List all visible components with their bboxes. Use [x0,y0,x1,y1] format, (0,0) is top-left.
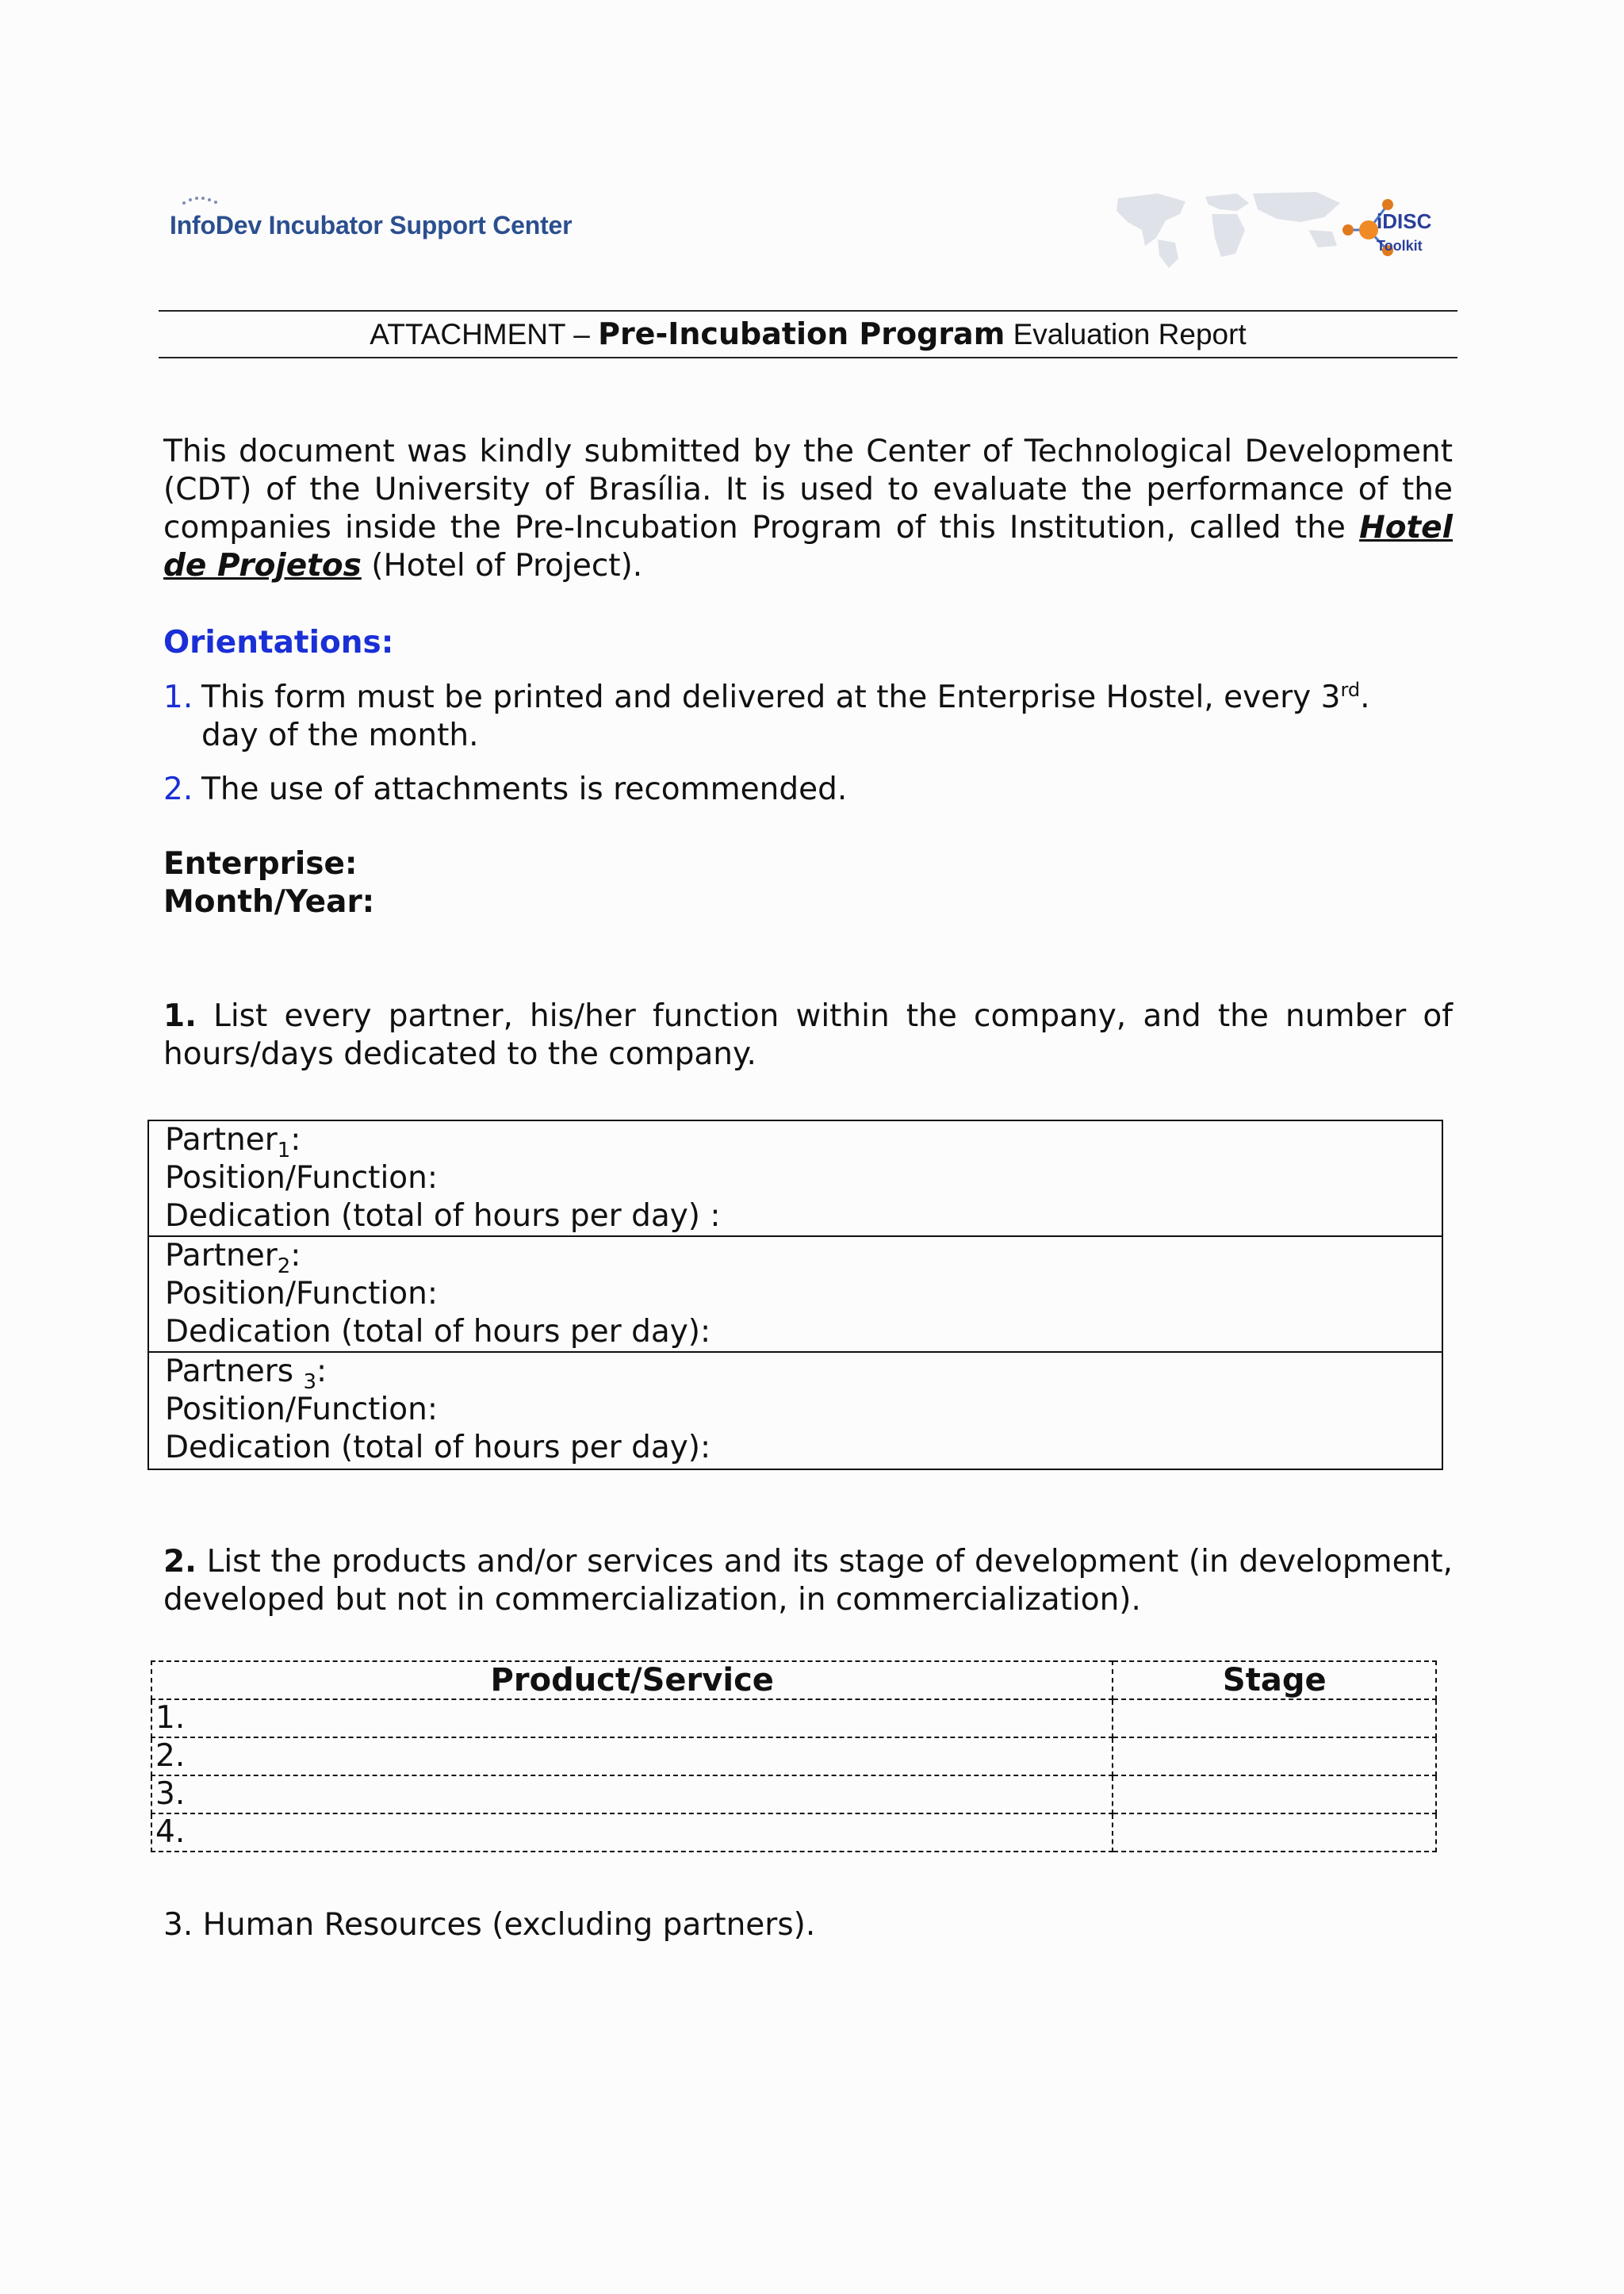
product-cell: 4. [151,1813,1113,1852]
orientation-number: 1. [163,680,193,715]
orientation-text-b: . day of the month. [201,680,1370,753]
partner-name-label: Partner [165,1122,278,1158]
intro-text-after: (Hotel of Project). [361,548,643,584]
orientation-number: 2. [163,772,193,807]
partner-row-2 [149,1237,1442,1353]
section-1-text [163,998,1453,1074]
product-cell: 2. [151,1737,1113,1775]
section-2-description: List the products and/or services and its stage of development (in development, developed but not in commercialization, in commercialization). [163,1544,1453,1618]
title-lead: ATTACHMENT – [370,318,599,350]
enterprise-label: Enterprise: [163,846,358,882]
partner-colon: : [290,1122,301,1158]
partner-label [165,1237,1442,1278]
section-2-text [163,1543,1453,1619]
orientation-item-2 [163,771,1416,809]
table-row [151,1775,1436,1813]
orientation-text: The use of attachments is recommended. [201,772,848,807]
orientation-text [201,679,1423,755]
logo-dots-icon [181,195,228,206]
partners-table [147,1120,1443,1470]
section-1-description: List every partner, his/her function within the company, and the number of hours/days dedicated to the company. [163,998,1453,1072]
dedication-label: Dedication (total of hours per day) : [165,1198,721,1234]
orientation-sup: rd [1340,679,1361,701]
stage-cell [1113,1737,1436,1775]
orientation-text-a: This form must be printed and delivered at the Enterprise Hostel, every 3 [201,680,1341,715]
partner-label [165,1353,1442,1394]
product-cell: 1. [151,1699,1113,1737]
orientations-heading: Orientations: [163,625,394,661]
dedication-label: Dedication (total of hours per day): [165,1314,711,1350]
partner-label [165,1121,1442,1162]
table-row [151,1813,1436,1852]
product-service-header: Product/Service [151,1661,1113,1699]
intro-paragraph [163,433,1453,585]
partner-row-1 [149,1121,1442,1237]
position-function-label: Position/Function: [165,1160,439,1196]
partner-colon: : [290,1238,301,1273]
intro-text-before: This document was kindly submitted by the Center of Technological Development (CDT) of the University of Brasília. It is used to evaluate the performance of the companies inside the Pre-Incubation Program of this Institution, called the [163,434,1453,546]
partner-index: 1 [277,1138,291,1162]
section-1-number: 1. [163,998,197,1034]
title-tail: Evaluation Report [1005,318,1247,350]
idisc-brand-text: iDISC [1377,209,1432,233]
infodev-logo-text: InfoDev Incubator Support Center [170,211,573,239]
title-rule-top [159,310,1457,312]
month-year-label: Month/Year: [163,884,375,920]
stage-cell [1113,1775,1436,1813]
title-rule-bottom [159,357,1457,358]
section-3-text: 3. Human Resources (excluding partners). [163,1907,816,1943]
infodev-logo [170,192,614,263]
partner-name-label: Partners [165,1354,304,1389]
section-2-number: 2. [163,1544,197,1580]
product-cell: 3. [151,1775,1113,1813]
stage-cell [1113,1813,1436,1852]
products-header-row [151,1661,1436,1699]
table-row [151,1737,1436,1775]
stage-cell [1113,1699,1436,1737]
position-function-label: Position/Function: [165,1392,439,1427]
dedication-label: Dedication (total of hours per day): [165,1430,711,1465]
title-bold: Pre-Incubation Program [598,316,1005,351]
partner-colon: : [316,1354,327,1389]
partner-row-3 [149,1353,1442,1469]
stage-header: Stage [1113,1661,1436,1699]
position-function-label: Position/Function: [165,1276,439,1312]
idisc-sub-text: Toolkit [1377,238,1423,252]
partner-index: 2 [277,1254,291,1278]
partner-name-label: Partner [165,1238,278,1273]
idisc-logo [1110,190,1459,270]
partner-index: 3 [303,1369,316,1394]
page-title [159,313,1457,355]
hotel-de-projetos-text: Hotel de Projetos [163,510,1453,584]
orientation-item-1 [163,679,1416,755]
products-table [151,1660,1437,1852]
table-row [151,1699,1436,1737]
